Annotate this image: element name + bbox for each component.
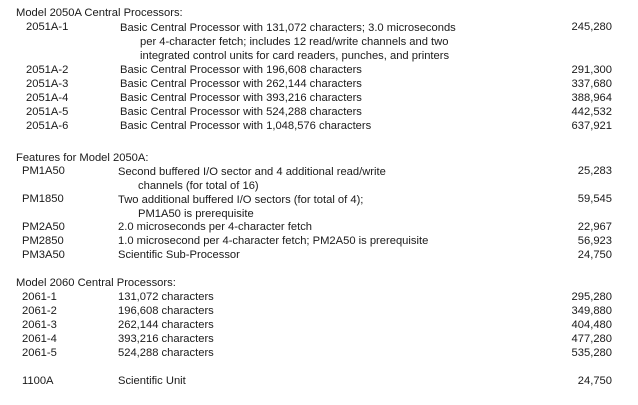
item-price: 56,923	[577, 235, 612, 247]
item-price: 245,280	[571, 21, 612, 33]
item-price: 337,680	[571, 78, 612, 90]
item-price: 59,545	[577, 193, 612, 205]
item-code: 2061-1	[22, 291, 57, 303]
item-code: PM1850	[22, 193, 64, 205]
item-description: Basic Central Processor with 393,216 characters	[120, 92, 362, 104]
item-description	[120, 21, 456, 63]
item-code: 2051A-6	[26, 120, 69, 132]
item-price: 404,480	[571, 319, 612, 331]
item-code: PM2850	[22, 235, 64, 247]
item-description: 2.0 microseconds per 4-character fetch	[118, 221, 313, 233]
description-line: integrated control units for card readers, punches, and printers	[140, 50, 450, 62]
item-code: 2051A-5	[26, 106, 69, 118]
description-line: per 4-character fetch; includes 12 read/write channels and two	[140, 36, 449, 48]
item-code: PM1A50	[22, 165, 65, 177]
item-description: Basic Central Processor with 262,144 characters	[120, 78, 362, 90]
list-item	[0, 249, 638, 263]
item-description: 1.0 microsecond per 4-character fetch; PM2A50 is prerequisite	[118, 235, 429, 247]
item-price: 535,280	[571, 347, 612, 359]
list-item	[0, 106, 638, 120]
item-description: 262,144 characters	[118, 319, 214, 331]
section-title: Features for Model 2050A:	[16, 152, 149, 164]
item-price: 24,750	[577, 249, 612, 261]
list-item	[0, 221, 638, 235]
item-price: 291,300	[571, 64, 612, 76]
list-item	[0, 319, 638, 333]
section-title: Model 2050A Central Processors:	[16, 7, 183, 19]
item-code: PM3A50	[22, 249, 65, 261]
description-line: PM1A50 is prerequisite	[138, 208, 254, 220]
description-line: Two additional buffered I/O sectors (for total of 4);	[118, 194, 364, 206]
item-code: 2051A-2	[26, 64, 69, 76]
item-description: Basic Central Processor with 1,048,576 characters	[120, 120, 372, 132]
list-item	[0, 120, 638, 134]
list-item	[0, 165, 638, 193]
item-price: 25,283	[577, 165, 612, 177]
item-price: 477,280	[571, 333, 612, 345]
list-item	[0, 291, 638, 305]
list-item	[0, 193, 638, 221]
item-description: Scientific Sub-Processor	[118, 249, 240, 261]
item-price: 388,964	[571, 92, 612, 104]
list-item	[0, 64, 638, 78]
item-price: 22,967	[577, 221, 612, 233]
list-item	[0, 21, 638, 63]
item-code: 1100A	[22, 375, 54, 387]
item-code: 2051A-3	[26, 78, 69, 90]
item-code: 2051A-1	[26, 21, 69, 33]
item-price: 295,280	[571, 291, 612, 303]
item-code: 2061-4	[22, 333, 57, 345]
item-price: 442,532	[571, 106, 612, 118]
item-code: 2061-3	[22, 319, 57, 331]
list-item	[0, 305, 638, 319]
item-description	[118, 165, 386, 193]
item-description: 524,288 characters	[118, 347, 214, 359]
section-title: Model 2060 Central Processors:	[16, 277, 176, 289]
item-code: 2061-5	[22, 347, 57, 359]
description-line: Basic Central Processor with 131,072 characters; 3.0 microseconds	[120, 22, 456, 34]
item-description	[118, 193, 363, 221]
item-code: 2051A-4	[26, 92, 69, 104]
item-description: 131,072 characters	[118, 291, 214, 303]
item-description: 393,216 characters	[118, 333, 214, 345]
list-item	[0, 347, 638, 361]
item-description: Scientific Unit	[118, 375, 186, 387]
description-line: Second buffered I/O sector and 4 additional read/write	[118, 166, 386, 178]
item-price: 24,750	[577, 375, 612, 387]
item-description: Basic Central Processor with 524,288 characters	[120, 106, 362, 118]
item-price: 349,880	[571, 305, 612, 317]
description-line: channels (for total of 16)	[138, 180, 259, 192]
list-item	[0, 78, 638, 92]
item-price: 637,921	[571, 120, 612, 132]
list-item	[0, 333, 638, 347]
item-description: 196,608 characters	[118, 305, 214, 317]
item-code: PM2A50	[22, 221, 65, 233]
list-item	[0, 235, 638, 249]
list-item	[0, 375, 638, 389]
list-item	[0, 92, 638, 106]
item-description: Basic Central Processor with 196,608 characters	[120, 64, 362, 76]
item-code: 2061-2	[22, 305, 57, 317]
